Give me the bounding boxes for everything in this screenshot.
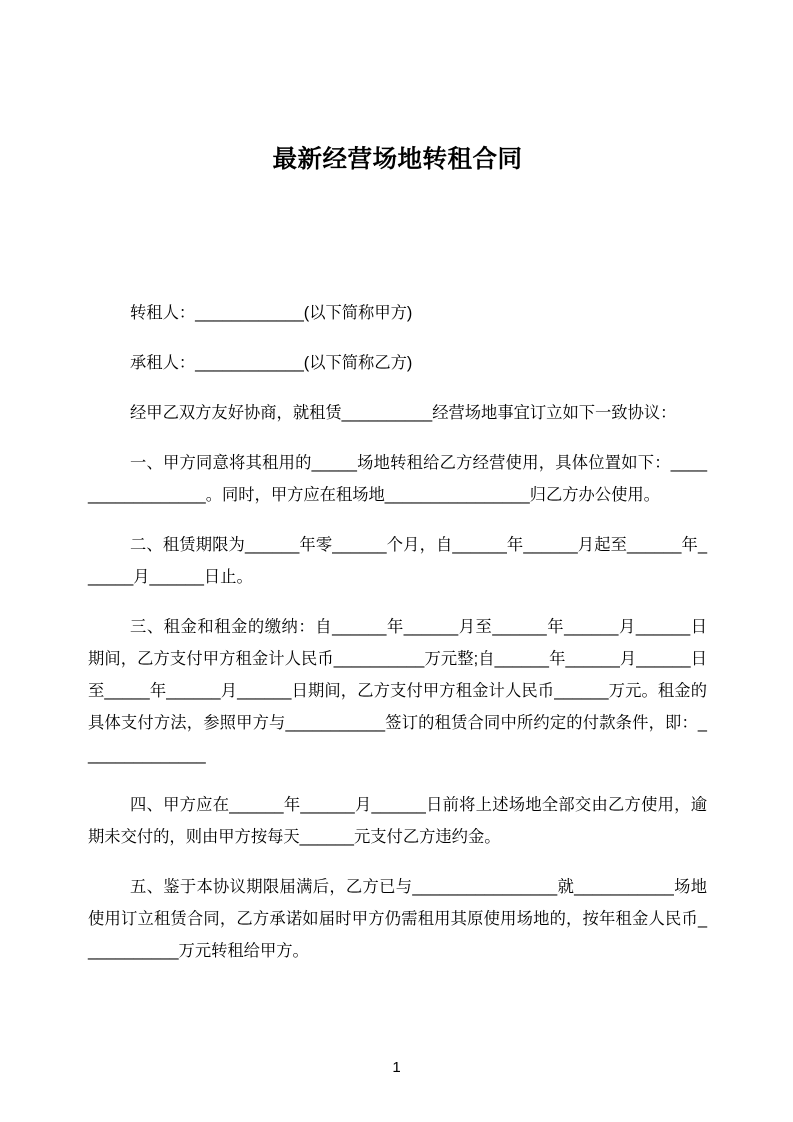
clause-4-paragraph: 四、甲方应在______年______月______日前将上述场地全部交由乙方使用，逾期未交付的，则由甲方按每天______元支付乙方违约金。 <box>88 796 707 846</box>
document-body <box>88 0 707 985</box>
party-line-sublessor: 转租人：____________(以下简称甲方) <box>130 304 413 322</box>
clause-2-paragraph: 二、租赁期限为______年零______个月，自______年______月起至______年______月______日止。 <box>88 536 707 586</box>
page-number: 1 <box>392 1059 401 1076</box>
preamble-paragraph: 经甲乙双方友好协商，就租赁__________经营场地事宜订立如下一致协议： <box>130 404 677 422</box>
clause-5-paragraph: 五、鉴于本协议期限届满后，乙方已与________________就___________场地使用订立租赁合同，乙方承诺如届时甲方仍需租用其原使用场地的，按年租金人民币___________万元转租给甲方。 <box>88 878 707 960</box>
document-title: 最新经营场地转租合同 <box>272 146 523 173</box>
clause-1-paragraph: 一、甲方同意将其租用的_____场地转租给乙方经营使用，具体位置如下：_________________。同时，甲方应在租场地________________归乙方办公使用。 <box>88 454 707 504</box>
party-line-lessee: 承租人：____________(以下简称乙方) <box>130 354 413 372</box>
clause-3-paragraph: 三、租金和租金的缴纳：自______年______月至______年______月______日期间，乙方支付甲方租金计人民币__________万元整;自______年______月______日至_____年______月______日期间，乙方支付甲方租金计人民币______万元。租金的具体支付方法，参照甲方与___________签订的租赁合同中所约定的付款条件，即：______________ <box>88 618 707 764</box>
